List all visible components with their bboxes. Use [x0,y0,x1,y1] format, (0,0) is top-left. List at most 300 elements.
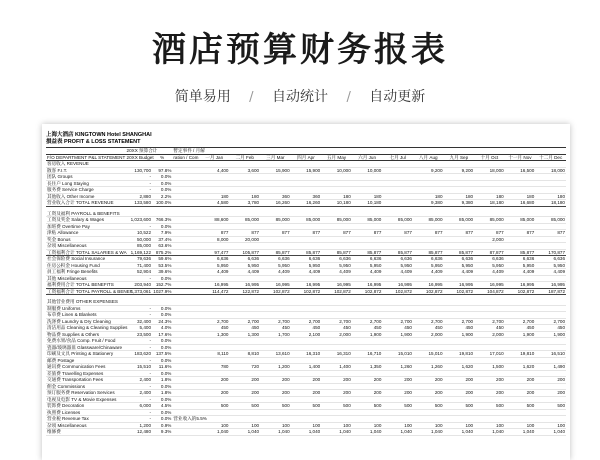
table-cell: 102,872 [291,288,322,295]
row-label: 工资及奖金 Salary & Wages [46,217,126,224]
table-cell: 500 [199,403,230,410]
table-cell: 4,400 [199,167,230,174]
table-cell: 180 [321,193,352,200]
table-cell: 1,023,600 [126,217,153,224]
row-label: 邮费 Postage [46,357,126,364]
table-cell: 10,180 [352,200,383,207]
table-cell: 6,636 [199,256,230,263]
feature-auto-update: 自动更新 [369,89,426,105]
table-cell: 114,472 [199,288,230,295]
table-cell: 0.0% [152,409,172,416]
table-cell: 85,877 [352,249,383,256]
table-cell: - [126,305,153,312]
table-cell: 2,700 [382,318,413,325]
table-cell: 170,877 [535,249,566,256]
table-cell: 23,500 [126,331,153,338]
table-cell: 16,995 [229,282,260,289]
table-cell: 6,636 [535,256,566,263]
row-label: 洗涤费 Laundry & Dry Cleaning [46,318,126,325]
table-cell: 200 [199,390,230,397]
column-header: 十二月 Dec [535,154,566,161]
table-cell: 100 [229,422,260,429]
table-cell: 1,500 [474,364,505,371]
super-header-cell: 20XX 预算合计 [126,148,158,153]
table-cell: 1,040 [505,429,536,436]
table-cell: 180 [352,193,383,200]
table-cell: 16,995 [535,282,566,289]
feature-list [0,86,600,106]
row-label: 电视及电影 TV & Movie Expenses [46,396,126,403]
table-cell: 8,810 [229,351,260,358]
table-cell: - [126,174,153,181]
table-cell: 152.7% [152,282,172,289]
column-header: 九月 Sep [444,154,475,161]
row-label: 其他收入 Other Income [46,193,126,200]
table-cell: 85,877 [321,249,352,256]
table-cell: 16,680 [505,200,536,207]
table-cell [172,429,199,436]
table-cell: - [126,409,153,416]
table-cell: 877 [535,230,566,237]
table-cell: 102,872 [413,288,444,295]
table-cell: 16,710 [352,351,383,358]
table-cell: 5,950 [260,262,291,269]
table-cell: 10,000 [352,167,383,174]
table-cell: 500 [229,403,260,410]
table-cell: 19,810 [505,351,536,358]
table-cell: 183,620 [126,351,153,358]
table-cell: 100 [321,422,352,429]
table-cell: 4,580 [199,200,230,207]
table-cell: 2,700 [444,318,475,325]
table-cell: 0.0% [152,357,172,364]
table-cell: 200 [260,390,291,397]
table-cell: 1,040 [321,429,352,436]
column-header: F/O DEPARTMENT P&L STATEMENT [47,154,126,160]
table-cell: - [126,396,153,403]
table-cell: 180 [229,193,260,200]
table-cell: 500 [260,403,291,410]
table-cell: 877 [505,230,536,237]
table-cell: 200 [229,377,260,384]
column-header: 十一月 Nov [505,154,536,161]
table-cell: 6,636 [444,256,475,263]
table-cell: 9.3% [152,429,172,436]
table-cell: 877 [444,230,475,237]
table-cell: 0.0% [152,174,172,181]
table-cell: 200 [535,390,566,397]
table-cell: 85,877 [260,249,291,256]
table-cell: 0.0% [152,305,172,312]
table-cell: 2,000 [474,236,505,243]
row-label: 服务费 Service Charge [46,187,126,194]
table-cell: 10,180 [321,200,352,207]
column-header: % [152,154,172,161]
table-cell: 16,995 [505,282,536,289]
table-cell: 200 [291,390,322,397]
table-cell: 102,872 [505,288,536,295]
table-cell: 5,950 [382,262,413,269]
table-cell: 450 [321,325,352,332]
table-cell: 1,900 [505,331,536,338]
table-cell: 200 [291,377,322,384]
table-cell: 2,700 [199,318,230,325]
table-cell: 4,409 [413,269,444,276]
table-cell: 15,900 [291,167,322,174]
table-cell: 450 [413,325,444,332]
table-cell: 1,260 [413,364,444,371]
table-cell: 200 [474,377,505,384]
table-cell: 6,636 [352,256,383,263]
table-cell: 85,000 [505,217,536,224]
table-cell: - [126,275,153,282]
table-cell: 180 [535,193,566,200]
table-cell: 5,950 [444,262,475,269]
table-cell: 85,000 [444,217,475,224]
table-cell: 1,350 [352,364,383,371]
table-cell: 20,000 [229,236,260,243]
table-cell: 780 [199,364,230,371]
table-cell: 4,409 [444,269,475,276]
column-header: 三月 Mar [260,154,291,161]
row-label: 维修费 [46,429,126,436]
table-cell: 15,510 [126,364,153,371]
table-cell: 450 [505,325,536,332]
row-label: 印刷及文具 Printing & Stationery [46,351,126,358]
table-cell: 32,400 [126,318,153,325]
table-cell: 5,950 [291,262,322,269]
table-cell: 85,000 [229,217,260,224]
row-label: 其他营业费用 OTHER EXPENSES [46,299,126,305]
table-cell: 85,000 [321,217,352,224]
table-cell: 16,995 [260,282,291,289]
table-cell: 4,409 [260,269,291,276]
table-cell: 450 [199,325,230,332]
table-cell: 87,877 [474,249,505,256]
table-cell: 9,380 [444,200,475,207]
row-label: 工资福利合计 TOTAL PAYROLL & BENEF [47,288,133,294]
table-cell: 85,000 [535,217,566,224]
table-cell: 2,700 [413,318,444,325]
table-cell: 2,000 [413,331,444,338]
table-cell: 4,409 [505,269,536,276]
table-cell: 0.0% [152,187,172,194]
table-cell: - [126,187,153,194]
table-cell: 6,636 [260,256,291,263]
table-cell: 79,636 [126,256,153,263]
table-cell: 720 [229,364,260,371]
table-cell: 200 [321,390,352,397]
table-cell: 500 [382,403,413,410]
table-cell: 1,620 [444,364,475,371]
table-cell: 180 [444,193,475,200]
table-cell: 16,995 [199,282,230,289]
table-cell: 4.5% [152,403,172,410]
table-cell: 100.0% [152,200,172,207]
table-cell: 1,040 [413,429,444,436]
table-cell: 1,490 [535,364,566,371]
table-cell: 39.6% [152,269,172,276]
table-cell: 7.9% [152,230,172,237]
table-cell: 2,700 [260,318,291,325]
row-label: 杂项 Miscellaneous [46,422,126,429]
table-cell: 102,872 [382,288,413,295]
table-cell: 100 [505,422,536,429]
table-cell: 450 [535,325,566,332]
table-cell: 59.6% [152,256,172,263]
table-cell: 4,409 [291,269,322,276]
table-cell: 2,000 [474,331,505,338]
row-label: 瓷器/玻璃器皿 Glassware/Chinaware [46,344,126,351]
feature-easy: 简单易用 [174,89,231,105]
table-cell: 137.5% [152,351,172,358]
table-cell: 85,000 [260,217,291,224]
table-cell: 5,950 [474,262,505,269]
table-cell: 450 [229,325,260,332]
table-cell: 2,700 [352,318,383,325]
table-cell: 100 [199,422,230,429]
row-label: 津贴 Allowance [46,230,126,237]
table-cell: 19,810 [444,351,475,358]
table-cell: - [126,312,153,319]
table-cell: 6,636 [229,256,260,263]
budget-table [46,147,566,436]
row-label: 免费水果/食品 Comp. Fruit / Food [46,338,126,345]
row-label: 布草费 Linen & Blankets [46,312,126,319]
table-cell: 200 [229,390,260,397]
column-header: 一月 Jan [199,154,230,161]
table-cell: 16,995 [382,282,413,289]
table-cell: 203,940 [126,282,153,289]
table-cell: 85,000 [126,243,153,250]
table-cell: - [126,344,153,351]
table-cell: 500 [474,403,505,410]
table-cell: 1,620 [505,364,536,371]
row-label: 执照费 Licenses [46,409,126,416]
table-cell: 180 [505,193,536,200]
table-cell: 13,610 [260,351,291,358]
table-cell: 1,300 [229,331,260,338]
table-cell: 6,000 [126,403,153,410]
table-cell: 16,995 [352,282,383,289]
table-cell: 450 [352,325,383,332]
table-cell: 营业收入的5.5% [173,416,207,421]
table-cell: 6,636 [291,256,322,263]
table-cell: 200 [352,390,383,397]
table-cell: 0.0% [152,338,172,345]
table-cell: 16,995 [474,282,505,289]
table-cell: 1,900 [535,331,566,338]
table-cell: 450 [444,325,475,332]
table-cell: 0.0% [152,180,172,187]
table-cell: 200 [382,377,413,384]
table-cell: 102,872 [260,288,291,295]
table-cell: 0.0% [152,312,172,319]
table-cell: 4,409 [229,269,260,276]
table-cell: 6,636 [413,256,444,263]
table-cell: 5,950 [321,262,352,269]
column-header: ration / Com [173,154,199,160]
table-cell: 200 [474,390,505,397]
table-cell: 1,900 [444,331,475,338]
table-cell: 2,700 [229,318,260,325]
table-cell: 104,872 [474,288,505,295]
table-cell: 0.0% [152,370,172,377]
table-cell: 100 [291,422,322,429]
feature-separator: / [346,90,351,105]
table-cell: 1,700 [260,331,291,338]
table-cell: 1,040 [260,429,291,436]
row-label: 杂项 Miscellaneous [46,243,126,250]
table-cell: 100 [413,422,444,429]
table-cell: 85,000 [413,217,444,224]
table-cell: 88,600 [199,217,230,224]
table-cell: 1,200 [260,364,291,371]
table-cell: 877 [352,230,383,237]
table-cell: 16,995 [321,282,352,289]
table-cell: 85,877 [291,249,322,256]
table-cell: 71,400 [126,262,153,269]
table-cell: 450 [260,325,291,332]
row-label: 佣金 Commissions [46,383,126,390]
table-cell: 500 [535,403,566,410]
table-cell: 1,040 [474,429,505,436]
table-cell: 5,950 [199,262,230,269]
table-cell: 0.0% [152,396,172,403]
row-label: 客房收入 REVENUE [46,161,126,168]
table-cell: 1,400 [291,364,322,371]
table-cell: 85,000 [352,217,383,224]
table-cell: 100 [382,422,413,429]
table-cell: 16,310 [321,351,352,358]
row-label: 物品费 Supplies & Others [46,331,126,338]
table-cell: 1,900 [382,331,413,338]
table-cell: 877 [291,230,322,237]
row-label: 差旅费 Travelling Expenses [46,370,126,377]
row-label: 制服费 Uniforms [46,305,126,312]
table-cell: 5,950 [352,262,383,269]
table-cell: 16,500 [505,167,536,174]
table-cell: 130,700 [126,167,153,174]
table-cell: 2,700 [321,318,352,325]
table-cell: 200 [444,390,475,397]
table-cell: 2,700 [535,318,566,325]
table-cell: 200 [505,390,536,397]
table-cell: 200 [505,377,536,384]
table-cell: 1.8% [152,377,172,384]
table-cell: 102,872 [444,288,475,295]
table-cell: 2,100 [291,331,322,338]
table-cell: 3,600 [229,167,260,174]
table-cell: 102,872 [321,288,352,295]
table-cell: 1027.9% [153,288,172,294]
table-cell: 0.0% [152,275,172,282]
table-cell: 1,040 [352,429,383,436]
table-cell: 6,636 [321,256,352,263]
table-cell: 100 [535,422,566,429]
table-cell: 16,510 [535,351,566,358]
table-cell: 180 [474,193,505,200]
table-cell: 1,040 [199,429,230,436]
table-cell: 6,636 [382,256,413,263]
table-cell: 100 [260,422,291,429]
row-label: 预订服务费 Reservation Services [46,390,126,397]
table-cell: 4,409 [321,269,352,276]
table-cell: 200 [352,377,383,384]
table-cell: 0.0% [152,344,172,351]
table-cell: 200 [321,377,352,384]
row-label: 工资福利合计 TOTAL SALARIES & WA [47,249,127,255]
table-header [46,154,566,161]
table-cell: 63.6% [152,243,172,250]
table-cell: 5,950 [535,262,566,269]
table-cell: 5,950 [413,262,444,269]
column-header: 七月 Jul [382,154,413,161]
column-header: 十月 Oct [474,154,505,161]
table-cell: 1,260 [382,364,413,371]
table-cell: 102,872 [352,288,383,295]
table-row [46,429,566,436]
table-cell: 24.3% [152,318,172,325]
page-title: 酒店预算财务报表 [152,30,448,70]
row-label: 营业税 Revenue Tax [46,416,126,423]
row-label: 福利费用合计 TOTAL BENEFITS [46,282,126,289]
table-cell: - [126,180,153,187]
table-cell: 500 [352,403,383,410]
table-cell: 200 [260,377,291,384]
table-cell: 1,900 [352,331,383,338]
table-cell: 85,877 [444,249,475,256]
table-cell: 1,300 [199,331,230,338]
table-cell: 12,480 [126,429,153,436]
table-cell: 877 [382,230,413,237]
table-cell: 85,000 [291,217,322,224]
table-cell: 17.6% [152,331,172,338]
table-cell: 187,872 [535,288,566,295]
statement-title: 損益表 PROFIT & LOSS STATEMENT [46,139,141,145]
table-cell: 15,010 [413,351,444,358]
table-cell: 200 [535,377,566,384]
table-cell: 122,872 [229,288,260,295]
table-cell: 2,880 [126,193,153,200]
table-cell: 4.0% [152,325,172,332]
table-cell: 100 [352,422,383,429]
table-cell: 16,260 [291,200,322,207]
table-cell: 4,409 [474,269,505,276]
row-label: 奖金 Bonus [46,236,126,243]
table-cell: 1.8% [152,390,172,397]
row-label: 装饰费 Decoration [46,403,126,410]
table-cell: 37.4% [152,236,172,243]
table-cell: 9,200 [413,167,444,174]
table-cell: 877 [474,230,505,237]
table-cell: 877 [260,230,291,237]
table-cell: 18,000 [474,167,505,174]
table-cell: 180 [199,193,230,200]
table-cell: 360 [260,193,291,200]
table-cell: 2,400 [126,377,153,384]
table-cell: 0.9% [152,422,172,429]
table-cell: 4,409 [199,269,230,276]
row-label: 社会保险费 Social Insurance [46,256,126,263]
row-label: 团队 Groups [46,174,126,181]
table-cell: 1,040 [229,429,260,436]
column-header: 八月 Aug [413,154,444,161]
feature-separator: / [249,90,254,105]
table-cell: 2,700 [474,318,505,325]
table-cell: 15,010 [382,351,413,358]
column-header: 四月 Apr [291,154,322,161]
